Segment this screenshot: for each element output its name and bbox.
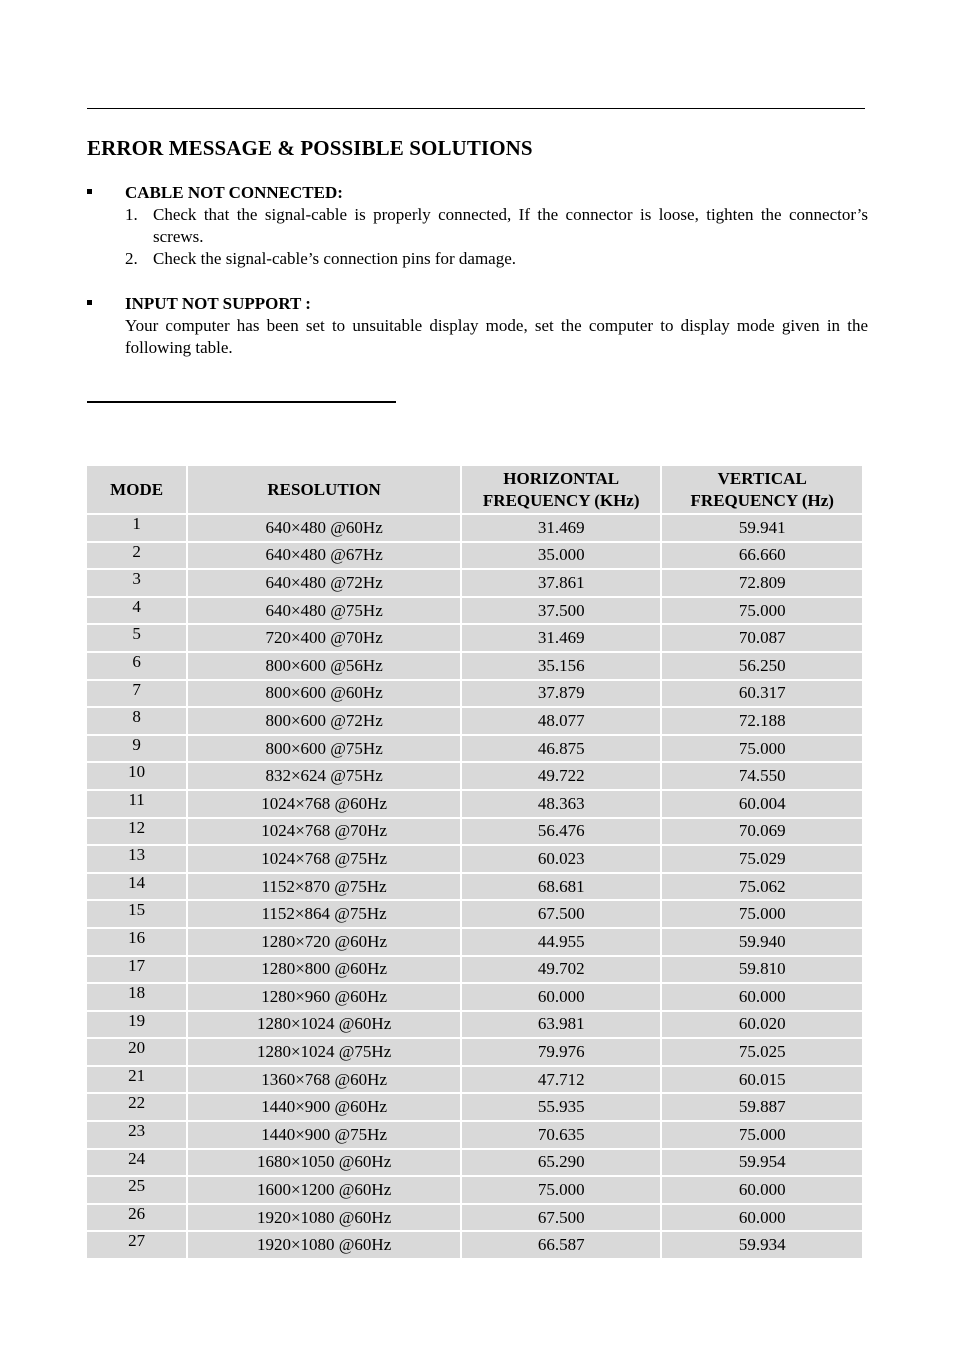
table-row	[87, 681, 862, 707]
cell-mode: 23	[87, 1122, 186, 1148]
cell-resolution: 1280×1024 @75Hz	[188, 1039, 460, 1065]
cell-mode: 18	[87, 984, 186, 1010]
cell-horizontal: 49.722	[462, 763, 661, 789]
cell-horizontal: 70.635	[462, 1122, 661, 1148]
table-row	[87, 819, 862, 845]
cell-resolution: 1024×768 @60Hz	[188, 791, 460, 817]
table-row	[87, 543, 862, 569]
cell-resolution: 1152×864 @75Hz	[188, 901, 460, 927]
list-item	[125, 204, 868, 248]
cell-horizontal: 60.000	[462, 984, 661, 1010]
cell-horizontal: 37.879	[462, 681, 661, 707]
cell-horizontal: 35.000	[462, 543, 661, 569]
cell-mode: 9	[87, 736, 186, 762]
header-resolution: RESOLUTION	[188, 466, 460, 513]
cell-mode: 11	[87, 791, 186, 817]
cell-resolution: 1680×1050 @60Hz	[188, 1150, 460, 1176]
cell-resolution: 1920×1080 @60Hz	[188, 1205, 460, 1231]
cell-resolution: 1440×900 @60Hz	[188, 1094, 460, 1120]
cell-resolution: 1440×900 @75Hz	[188, 1122, 460, 1148]
cell-vertical: 59.887	[662, 1094, 862, 1120]
step-number: 2.	[125, 249, 138, 268]
cell-horizontal: 47.712	[462, 1067, 661, 1093]
cell-resolution: 640×480 @72Hz	[188, 570, 460, 596]
cell-horizontal: 68.681	[462, 874, 661, 900]
cell-vertical: 59.940	[662, 929, 862, 955]
cell-resolution: 720×400 @70Hz	[188, 625, 460, 651]
cell-horizontal: 79.976	[462, 1039, 661, 1065]
cell-mode: 24	[87, 1150, 186, 1176]
input-not-support-text: Your computer has been set to unsuitable display mode, set the computer to display mode given in the following table.	[125, 316, 868, 357]
cell-mode: 19	[87, 1012, 186, 1038]
cell-mode: 12	[87, 819, 186, 845]
table-row	[87, 1094, 862, 1120]
header-horizontal-frequency	[462, 466, 661, 513]
cell-horizontal: 46.875	[462, 736, 661, 762]
cell-vertical: 59.810	[662, 957, 862, 983]
table-row	[87, 929, 862, 955]
table-row	[87, 598, 862, 624]
cell-mode: 4	[87, 598, 186, 624]
cell-horizontal: 48.363	[462, 791, 661, 817]
cell-vertical: 60.020	[662, 1012, 862, 1038]
header-text: HORIZONTAL	[503, 468, 620, 488]
cell-mode: 6	[87, 653, 186, 679]
table-row	[87, 515, 862, 541]
table-header-row	[87, 466, 862, 513]
cell-resolution: 640×480 @67Hz	[188, 543, 460, 569]
table-row	[87, 1205, 862, 1231]
cell-mode: 1	[87, 515, 186, 541]
cell-vertical: 60.317	[662, 681, 862, 707]
cell-horizontal: 63.981	[462, 1012, 661, 1038]
cell-mode: 13	[87, 846, 186, 872]
cell-resolution: 1152×870 @75Hz	[188, 874, 460, 900]
table-row	[87, 763, 862, 789]
cell-horizontal: 55.935	[462, 1094, 661, 1120]
cable-steps-list	[125, 204, 868, 270]
cell-resolution: 1280×800 @60Hz	[188, 957, 460, 983]
cell-resolution: 800×600 @72Hz	[188, 708, 460, 734]
cell-mode: 5	[87, 625, 186, 651]
cell-horizontal: 60.023	[462, 846, 661, 872]
step-number: 1.	[125, 205, 138, 224]
top-divider	[87, 108, 865, 109]
cell-vertical: 60.000	[662, 1177, 862, 1203]
cell-mode: 22	[87, 1094, 186, 1120]
cell-horizontal: 75.000	[462, 1177, 661, 1203]
cell-mode: 15	[87, 901, 186, 927]
table-row	[87, 736, 862, 762]
table-row	[87, 1039, 862, 1065]
cell-mode: 2	[87, 543, 186, 569]
cell-resolution: 800×600 @56Hz	[188, 653, 460, 679]
cell-vertical: 59.934	[662, 1232, 862, 1258]
list-item	[125, 248, 868, 270]
cell-vertical: 66.660	[662, 543, 862, 569]
cell-resolution: 832×624 @75Hz	[188, 763, 460, 789]
cell-horizontal: 67.500	[462, 1205, 661, 1231]
table-row	[87, 957, 862, 983]
table-row	[87, 1122, 862, 1148]
cell-resolution: 800×600 @60Hz	[188, 681, 460, 707]
cell-horizontal: 56.476	[462, 819, 661, 845]
cell-resolution: 1600×1200 @60Hz	[188, 1177, 460, 1203]
cell-horizontal: 49.702	[462, 957, 661, 983]
cell-vertical: 60.004	[662, 791, 862, 817]
cell-mode: 26	[87, 1205, 186, 1231]
table-row	[87, 1150, 862, 1176]
cell-horizontal: 66.587	[462, 1232, 661, 1258]
header-vertical-frequency	[662, 466, 862, 513]
cell-resolution: 1024×768 @70Hz	[188, 819, 460, 845]
cell-mode: 25	[87, 1177, 186, 1203]
cell-vertical: 56.250	[662, 653, 862, 679]
bullet-heading: INPUT NOT SUPPORT :	[125, 294, 311, 313]
cell-vertical: 75.000	[662, 736, 862, 762]
cell-mode: 16	[87, 929, 186, 955]
table-row	[87, 653, 862, 679]
cell-resolution: 640×480 @75Hz	[188, 598, 460, 624]
cell-horizontal: 44.955	[462, 929, 661, 955]
table-row	[87, 984, 862, 1010]
cell-mode: 20	[87, 1039, 186, 1065]
cell-vertical: 74.550	[662, 763, 862, 789]
cell-mode: 8	[87, 708, 186, 734]
cell-horizontal: 31.469	[462, 625, 661, 651]
cell-resolution: 800×600 @75Hz	[188, 736, 460, 762]
header-text: FREQUENCY (KHz)	[482, 490, 640, 510]
section-title: ERROR MESSAGE & POSSIBLE SOLUTIONS	[87, 136, 533, 160]
table-row	[87, 1012, 862, 1038]
cell-vertical: 72.809	[662, 570, 862, 596]
cell-vertical: 75.000	[662, 901, 862, 927]
cell-resolution: 1360×768 @60Hz	[188, 1067, 460, 1093]
cell-vertical: 75.000	[662, 598, 862, 624]
table-row	[87, 570, 862, 596]
table-row	[87, 1232, 862, 1258]
cell-vertical: 60.000	[662, 1205, 862, 1231]
cell-vertical: 75.029	[662, 846, 862, 872]
step-text: Check the signal-cable’s connection pins for damage.	[153, 249, 517, 268]
cell-mode: 17	[87, 957, 186, 983]
cell-vertical: 60.015	[662, 1067, 862, 1093]
display-modes-table	[85, 464, 864, 1260]
cell-vertical: 70.087	[662, 625, 862, 651]
cell-horizontal: 65.290	[462, 1150, 661, 1176]
cell-resolution: 640×480 @60Hz	[188, 515, 460, 541]
cell-horizontal: 31.469	[462, 515, 661, 541]
cell-vertical: 59.954	[662, 1150, 862, 1176]
cell-resolution: 1280×1024 @60Hz	[188, 1012, 460, 1038]
table-row	[87, 791, 862, 817]
cell-resolution: 1920×1080 @60Hz	[188, 1232, 460, 1258]
cell-vertical: 75.000	[662, 1122, 862, 1148]
table-row	[87, 625, 862, 651]
cell-mode: 3	[87, 570, 186, 596]
cell-horizontal: 48.077	[462, 708, 661, 734]
cell-mode: 21	[87, 1067, 186, 1093]
header-text: FREQUENCY (Hz)	[690, 490, 834, 510]
square-bullet-icon	[87, 189, 92, 194]
cell-vertical: 70.069	[662, 819, 862, 845]
header-mode: MODE	[87, 466, 186, 513]
cell-horizontal: 35.156	[462, 653, 661, 679]
cell-vertical: 72.188	[662, 708, 862, 734]
cell-resolution: 1280×720 @60Hz	[188, 929, 460, 955]
cell-vertical: 60.000	[662, 984, 862, 1010]
cell-horizontal: 37.500	[462, 598, 661, 624]
table-body	[87, 515, 862, 1258]
header-text: VERTICAL	[717, 468, 807, 488]
table-row	[87, 901, 862, 927]
cell-horizontal: 37.861	[462, 570, 661, 596]
step-text: Check that the signal-cable is properly connected, If the connector is loose, tighten the connector’s screws.	[153, 205, 868, 246]
table-row	[87, 708, 862, 734]
cell-mode: 14	[87, 874, 186, 900]
cell-vertical: 75.025	[662, 1039, 862, 1065]
table-row	[87, 846, 862, 872]
table-row	[87, 1067, 862, 1093]
table-row	[87, 1177, 862, 1203]
cell-resolution: 1280×960 @60Hz	[188, 984, 460, 1010]
square-bullet-icon	[87, 300, 92, 305]
table-row	[87, 874, 862, 900]
cell-resolution: 1024×768 @75Hz	[188, 846, 460, 872]
cell-mode: 7	[87, 681, 186, 707]
cell-mode: 10	[87, 763, 186, 789]
cell-horizontal: 67.500	[462, 901, 661, 927]
cell-vertical: 75.062	[662, 874, 862, 900]
short-divider	[87, 401, 396, 403]
cell-vertical: 59.941	[662, 515, 862, 541]
bullet-heading: CABLE NOT CONNECTED:	[125, 183, 343, 202]
cell-mode: 27	[87, 1232, 186, 1258]
